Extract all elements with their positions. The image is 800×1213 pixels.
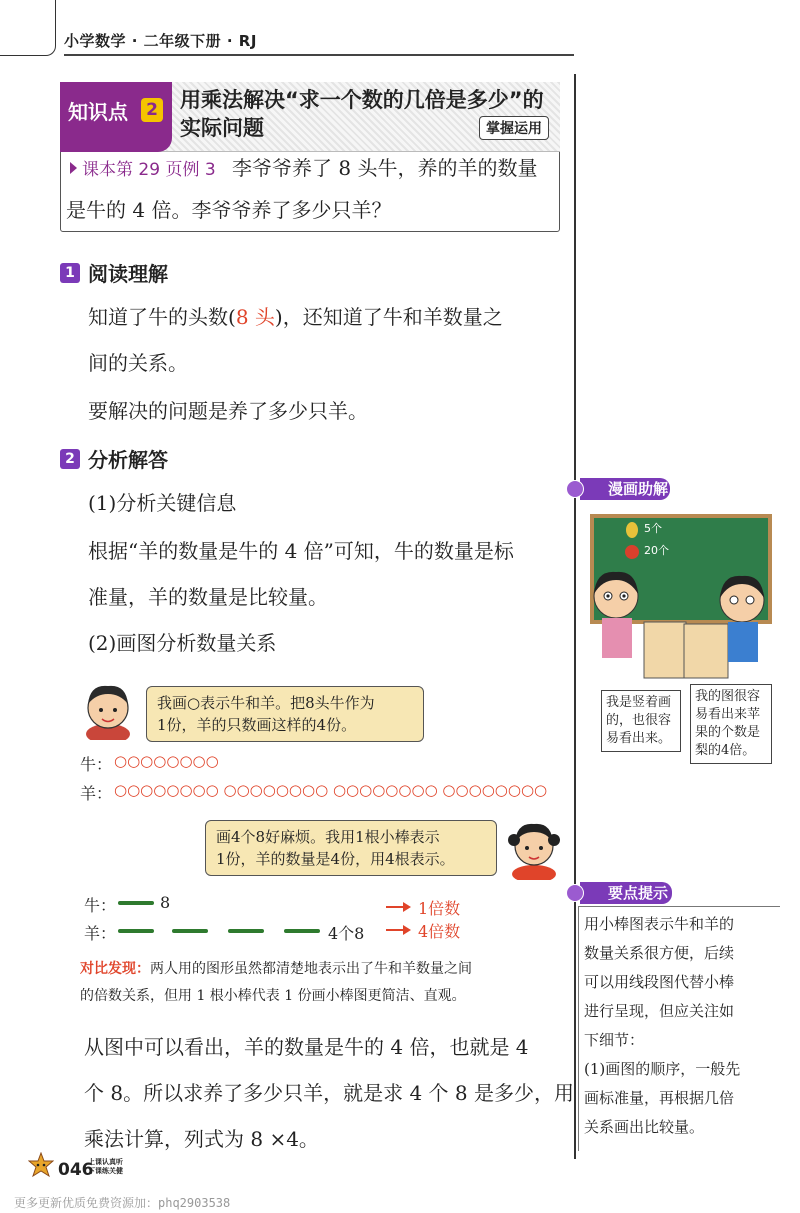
compare-note: [80, 956, 566, 1010]
header-rule: [64, 54, 574, 56]
tip-line: 画标准量，再根据几倍: [584, 1089, 735, 1107]
example-question-line2: 是牛的 4 倍。李爷爷养了多少只羊？: [66, 198, 392, 222]
cow-circles: ○○○○○○○○: [114, 752, 219, 770]
compare-title: 对比发现：: [80, 961, 150, 977]
girl-speech-line2: 1份，羊的数量是4份，用4根表示。: [216, 850, 455, 868]
compare-line2: 的倍数关系，但用 1 根小棒代表 1 份画小棒图更简洁、直观。: [80, 988, 466, 1004]
comic-help-tag: 漫画助解: [580, 478, 670, 500]
tip-line: 下细节：: [584, 1031, 645, 1049]
star-mascot-icon: [28, 1152, 54, 1178]
header-corner-line: [0, 0, 56, 56]
pear-apple-icon: [622, 520, 642, 564]
section-number-1: 1: [60, 263, 80, 283]
cow-circle-label: 牛：: [80, 755, 113, 774]
comic-right-line4: 梨的4倍。: [695, 743, 756, 758]
sheep-stick-2: [172, 929, 208, 933]
reading-line1: [88, 304, 503, 330]
pointing-hand-icon: [566, 480, 584, 498]
analysis-line2: 准量，羊的数量是比较量。: [88, 585, 328, 609]
tip-line: 进行呈现，但应关注如: [584, 1002, 735, 1020]
girl-avatar: [504, 814, 564, 880]
boy-speech-line1: 我画○表示牛和羊。把8头牛作为: [157, 694, 375, 712]
tip-line: 关系画出比较量。: [584, 1118, 705, 1136]
analysis-line1: 根据“羊的数量是牛的 4 倍”可知，牛的数量是标: [88, 539, 514, 563]
key-tip-text: [584, 910, 780, 1142]
reading-line1-pre: 知道了牛的头数(: [88, 305, 236, 329]
section-number-2: 2: [60, 449, 80, 469]
subheading-key-info: (1)分析关键信息: [88, 491, 237, 515]
cow-count-highlight: 8 头: [235, 305, 275, 329]
comic-right-line2: 易看出来苹: [695, 707, 761, 722]
arrow-right-icon: [403, 925, 411, 935]
conclusion-line1: 从图中可以看出，羊的数量是牛的 4 倍，也就是 4: [84, 1035, 529, 1059]
section-title-analysis: 分析解答: [88, 448, 168, 472]
comic-bubble-right: [690, 684, 772, 764]
sheep-stick-1: [118, 929, 154, 933]
reading-line2: 间的关系。: [88, 351, 188, 375]
four-times-label: 4倍数: [418, 922, 461, 941]
footer-motto: [88, 1158, 123, 1176]
pointing-hand-icon: [566, 884, 584, 902]
stick-cow-label: 牛：: [84, 896, 117, 915]
sheep-stick-3: [228, 929, 264, 933]
sheep-circle-label: 羊：: [80, 784, 113, 803]
comic-kids-illustration: [588, 566, 778, 684]
footer-motto-line2: 下课练关健: [88, 1167, 123, 1175]
comic-left-line2: 的，也很容: [606, 713, 672, 728]
column-divider: [574, 74, 576, 1159]
tip-line: 用小棒图表示牛和羊的: [584, 915, 735, 933]
girl-speech-bubble: [205, 820, 497, 876]
boy-avatar: [80, 678, 136, 740]
arrow-line-2: [386, 929, 404, 931]
knowledge-point-label: 知识点: [68, 100, 128, 124]
comic-left-line3: 易看出来。: [606, 731, 672, 746]
stick-sheep-value: 4个8: [328, 924, 365, 943]
triangle-bullet-icon: [70, 162, 77, 174]
footer-motto-line1: 上课认真听: [88, 1158, 123, 1166]
compare-note-line1: [80, 956, 566, 983]
subheading-draw: (2)画图分析数量关系: [88, 631, 277, 655]
reading-line1-post: )，还知道了牛和羊数量之: [274, 305, 503, 329]
sheep-stick-4: [284, 929, 320, 933]
compare-line1: 两人用的图形虽然都清楚地表示出了牛和羊数量之间: [150, 961, 472, 977]
boy-speech-bubble: [146, 686, 424, 742]
cow-stick: [118, 901, 154, 905]
tip-line: 数量关系很方便，后续: [584, 944, 735, 962]
girl-speech-line1: 画4个8好麻烦。我用1根小棒表示: [216, 828, 440, 846]
comic-right-line1: 我的图很容: [695, 689, 761, 704]
page-number: 046: [58, 1160, 94, 1180]
sheep-circles: ○○○○○○○○ ○○○○○○○○ ○○○○○○○○ ○○○○○○○○: [114, 781, 548, 799]
comic-left-line1: 我是竖着画: [606, 695, 672, 710]
book-header: 小学数学 · 二年级下册 · RJ: [64, 32, 257, 50]
tip-line: (1)画图的顺序，一般先: [584, 1060, 741, 1078]
tip-line: 可以用线段图代替小棒: [584, 973, 735, 991]
board-label-5: 5个: [644, 522, 662, 535]
stick-cow-value: 8: [160, 893, 171, 912]
conclusion-line2: 个 8。所以求养了多少只羊，就是求 4 个 8 是多少，用: [84, 1081, 574, 1105]
key-tip-tag: 要点提示: [580, 882, 672, 904]
one-times-label: 1倍数: [418, 899, 461, 918]
resource-watermark: 更多更新优质免费资源加：phq2903538: [14, 1196, 231, 1210]
knowledge-point-title: 用乘法解决“求一个数的几倍是多少”的实际问题: [180, 88, 544, 140]
example-question-line1: 李爷爷养了 8 头牛，养的羊的数量: [232, 156, 538, 180]
boy-speech-line2: 1份，羊的只数画这样的4份。: [157, 716, 357, 734]
arrow-right-icon: [403, 902, 411, 912]
comic-right-line3: 果的个数是: [695, 725, 761, 740]
textbook-reference: 课本第 29 页例 3: [82, 160, 216, 180]
mastery-badge: 掌握运用: [479, 116, 549, 140]
stick-sheep-label: 羊：: [84, 924, 117, 943]
board-label-20: 20个: [644, 544, 669, 557]
section-title-reading: 阅读理解: [88, 262, 168, 286]
arrow-line-1: [386, 906, 404, 908]
knowledge-point-number: 2: [141, 98, 163, 122]
reading-line3: 要解决的问题是养了多少只羊。: [88, 399, 368, 423]
conclusion-line3: 乘法计算，列式为 8 ×4。: [84, 1127, 319, 1151]
comic-bubble-left: [601, 690, 681, 752]
